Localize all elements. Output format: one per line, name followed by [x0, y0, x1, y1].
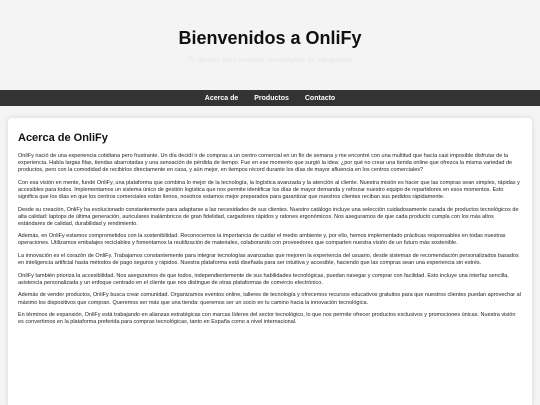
- about-paragraph: Además de vender productos, OnliFy busca crear comunidad. Organizamos eventos online, talleres de tecnología y ofrecemos recursos educativos gratuitos para que nuestros clientes puedan aprovechar al máximo los dispositivos que compran. Queremos ser más que una tienda: queremos ser un socio en tu camino hacia la innovación tecnológica.: [18, 292, 521, 306]
- about-paragraph: OnliFy también prioriza la accesibilidad. Nos aseguramos de que todos, independientemente de sus habilidades tecnológicas, puedan navegar y comprar con facilidad. Esto incluye una interfaz sencilla, asistencia personalizada y un enfoque centrado en el cliente que nos distingue de otras plataformas de comercio electrónico.: [18, 272, 509, 286]
- about-paragraph: La innovación es el corazón de OnliFy. Trabajamos constantemente para integrar tecnologías avanzadas que mejoren la experiencia del usuario, desde sistemas de recomendación personalizados basados en inteligencia artificial hasta métodos de pago seguros y rápidos. Nuestra plataforma está diseñada para ser intuitiva y accesible, haciendo que las compras sean una experiencia sin estrés.: [18, 253, 519, 267]
- about-paragraph: OnliFy nació de una experiencia cotidiana pero frustrante. Un día decidí ir de compras a un centro comercial en un fin de semana y me encontré con una multitud que hacía casi imposible disfrutar de la experiencia. Había largas filas, tiendas abarrotadas y una sensación de pérdida de tiempo. Fue en ese momento que surgió la idea: ¿por qué no crear una tienda online que ofrezca la misma variedad de productos, pero con la comodidad de recibirlos directamente en casa, y aún mejor, en tiempos récord durante los días de mayor afluencia en los centros comerciales?: [18, 153, 513, 174]
- main-nav: [0, 90, 540, 106]
- nav-link-contact[interactable]: Contacto: [304, 94, 336, 102]
- nav-link-about[interactable]: Acerca de: [204, 94, 239, 102]
- about-paragraph: En términos de expansión, OnliFy está trabajando en alianzas estratégicas con marcas líderes del sector tecnológico, lo que nos permite ofrecer productos exclusivos y promociones únicas. Nuestra visión es convertirnos en la plataforma preferida para compras tecnológicas, tanto en España como a nivel internacional.: [18, 312, 516, 326]
- about-paragraph: Con esa visión en mente, fundé OnliFy, una plataforma que combina lo mejor de la tecnología, la logística avanzada y la atención al cliente. Nuestra misión es hacer que las compras sean simples, rápidas y accesibles para todos. Implementamos un sistema único de gestión logística que nos permite identificar los días de mayor demanda y reforzar nuestro equipo de repartidores en esos momentos. Esto significa que los días en que los centros comerciales están llenos, nosotros estamos mejor preparados para garantizar que nuestros clientes reciban sus pedidos rápidamente.: [18, 179, 520, 200]
- section-title: Acerca de OnliFy: [18, 132, 108, 144]
- site-tagline: Tu destino para compras tecnológicas de vanguardia: [187, 57, 353, 64]
- main-content: [0, 106, 540, 405]
- about-paragraph: Además, en OnliFy estamos comprometidos con la sostenibilidad. Reconocemos la importancia de cuidar el medio ambiente y, por ello, hemos implementado prácticas responsables en todas nuestras operaciones. Utilizamos embalajes reciclables y fomentamos la reutilización de materiales, colaborando con proveedores que comparten nuestra visión de un futuro más sostenible.: [18, 233, 506, 247]
- page-title: Bienvenidos a OnliFy: [178, 28, 362, 48]
- about-paragraph: Desde su creación, OnliFy ha evolucionado constantemente para adaptarse a las necesidades de sus clientes. Nuestro catálogo incluye una selección cuidadosamente curada de productos tecnológicos de alta calidad: laptops de última generación, auriculares inalámbricos de gran fidelidad, cargadores rápidos y ratones ergonómicos. Nos aseguramos de que cada producto cumpla con los más altos estándares de calidad, durabilidad y rendimiento.: [18, 206, 519, 227]
- nav-link-products[interactable]: Productos: [254, 94, 289, 102]
- about-section: [8, 118, 532, 405]
- site-header: [0, 0, 540, 90]
